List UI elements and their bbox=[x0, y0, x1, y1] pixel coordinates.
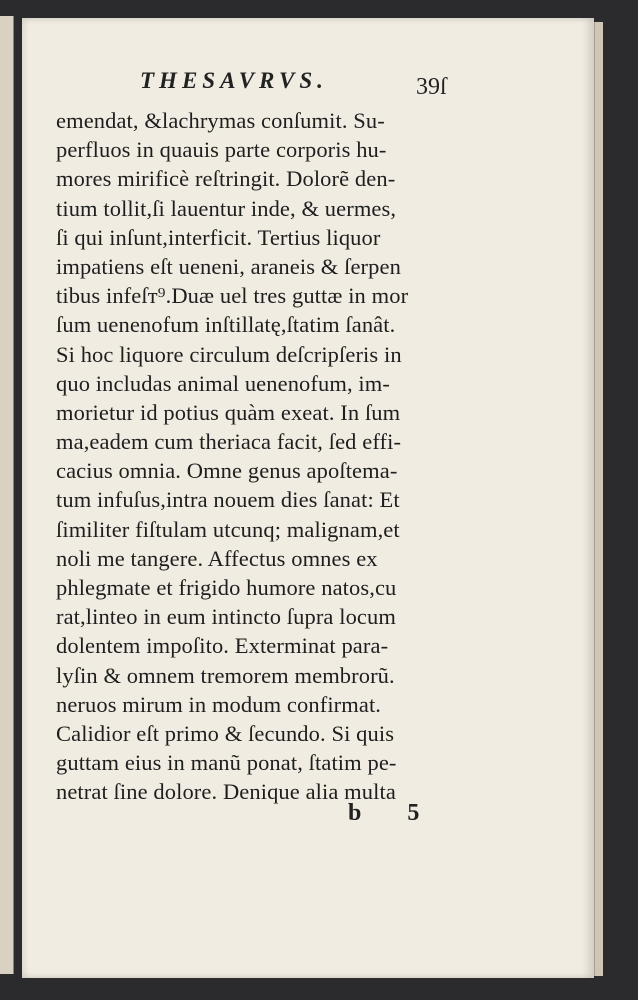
text-line: guttam eius in manũ ponat, ſtatim pe- bbox=[56, 750, 397, 776]
text-line: perfluos in quauis parte corporis hu- bbox=[56, 137, 387, 163]
text-line: quo includas animal uenenofum, im- bbox=[56, 370, 390, 396]
text-line: phlegmate et frigido humore natos,cu bbox=[56, 575, 397, 600]
text-line: morietur id potius quàm exeat. In ſum bbox=[56, 399, 401, 425]
page-block-edge bbox=[594, 22, 603, 976]
text-line: neruos mirum in modum confirmat. bbox=[56, 691, 382, 717]
signature-mark: b 5 bbox=[348, 800, 440, 826]
text-line: tibus infeſт⁹.Duæ uel tres guttæ in mor bbox=[56, 283, 409, 309]
text-line: ſi qui inſunt,interficit. Tertius liquor bbox=[56, 224, 381, 250]
text-line: cacius omnia. Omne genus apoſtema- bbox=[56, 458, 398, 484]
previous-page-edge bbox=[0, 16, 14, 974]
text-line: tium tollit,ſi lauentur inde, & uermes, bbox=[56, 195, 397, 221]
text-line: impatiens eſt ueneni, araneis & ſerpen bbox=[56, 253, 401, 279]
text-line: dolentem impoſito. Exterminat para- bbox=[56, 633, 389, 659]
text-line: ſum uenenofum inſtillatę,ſtatim ſanât. bbox=[56, 312, 396, 338]
running-title: THESAVRVS. bbox=[140, 68, 328, 93]
text-line: Calidior eſt primo & ſecundo. Si quis bbox=[56, 720, 395, 746]
text-line: emendat, &lachrymas conſumit. Su- bbox=[56, 108, 385, 133]
text-line: tum infuſus,intra nouem dies ſanat: Et bbox=[56, 487, 400, 513]
body-text bbox=[56, 106, 436, 807]
text-line: mores mirificè reſtringit. Dolorẽ den- bbox=[56, 166, 396, 192]
page-number: 39ſ bbox=[416, 74, 447, 100]
text-line: lyſin & omnem tremorem membrorũ. bbox=[56, 662, 395, 688]
text-line: rat,linteo in eum intincto ſupra locum bbox=[56, 604, 396, 630]
text-line: netrat ſine dolore. Denique alia multa bbox=[56, 779, 396, 805]
text-line: ſimiliter fiſtulam utcunq; malignam,et bbox=[56, 516, 400, 542]
text-line: noli me tangere. Affectus omnes ex bbox=[56, 545, 378, 571]
text-line: ma,eadem cum theriaca facit, ſed effi- bbox=[56, 429, 402, 455]
text-line: Si hoc liquore circulum deſcripſeris in bbox=[56, 341, 402, 367]
